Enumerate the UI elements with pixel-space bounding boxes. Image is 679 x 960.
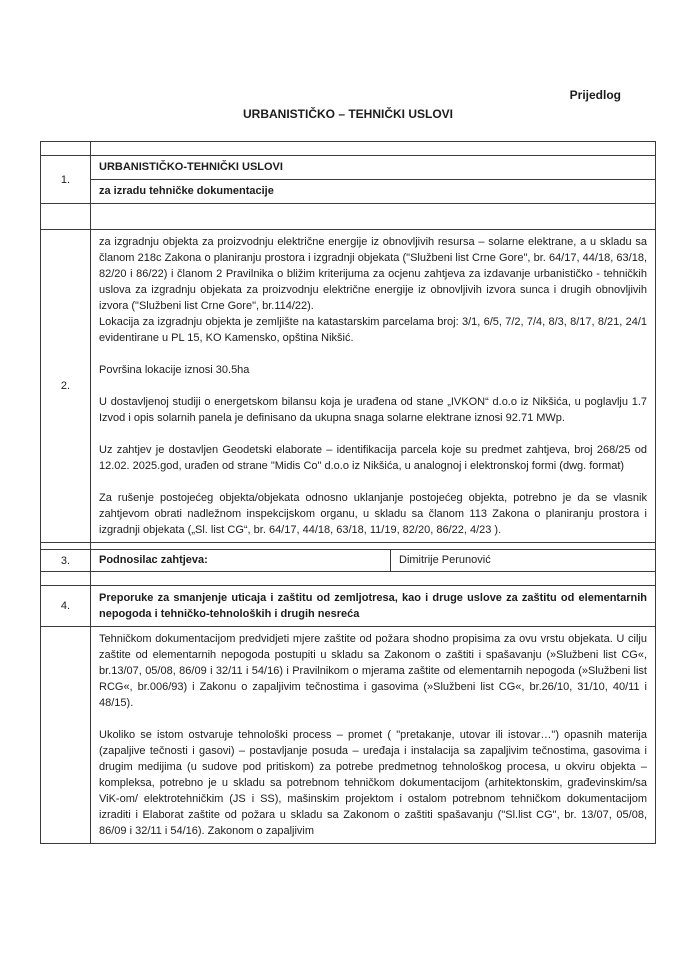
paragraph: U dostavljenoj studiji o energetskom bilansu koja je urađena od stane „IVKON“ d.o.o iz Nikšića, u poglavlju 1.7 Izvod i opis solarnih panela je definisano da ukupna snaga solarne elektrane iznosi 92.71 MWp. bbox=[99, 396, 647, 424]
paragraph: Uz zahtjev je dostavljen Geodetski elaborate – identifikacija parcela koje su predmet zahtjeva, broj 268/25 od 12.02. 2025.god, urađen od strane "Midis Co" d.o.o iz Nikšića, u analognoj i elektronskoj formi (dwg. format) bbox=[99, 444, 647, 472]
paragraph: Lokacija za izgradnju objekta je zemljište na katastarskim parcelama broj: 3/1, 6/5, 7/2, 7/4, 8/3, 8/17, 8/21, 24/1 evidentirane u PL 15, KO Kamensko, opština Nikšić. bbox=[99, 316, 647, 344]
paragraph bbox=[99, 346, 647, 362]
section-4-heading: Preporuke za smanjenje uticaja i zaštitu od zemljotresa, kao i druge uslove za zaštitu od elementarnih nepogoda i tehničko-tehnoloških i drugih nesreća bbox=[99, 592, 647, 620]
row-number-cell bbox=[41, 572, 91, 585]
spacer-row bbox=[41, 542, 655, 549]
section-3-number: 3. bbox=[41, 550, 91, 571]
section-2-number: 2. bbox=[41, 230, 91, 542]
paragraph: za izgradnju objekta za proizvodnju električne energije iz obnovljivih resursa – solarne elektrane, a u skladu sa članom 218c Zakona o planiranju prostora i izgradnji objekata ("Službeni list Crne Gore", br. 64/17, 44/18, 63/18, 82/20 i 86/22) i članom 2 Pravilnika o bližim kriterijuma za ocjenu zahtjeva za izdavanje urbanističko - tehničkih uslova za izgradnju objekata za proizvodnju električne energije iz obnovljivih izvora sunca i drugih obnovljivih izvora ("Službeni list Crne Gore", br.114/22). bbox=[99, 236, 647, 312]
section-1-heading-stack bbox=[91, 156, 655, 203]
section-1-row bbox=[41, 155, 655, 203]
paragraph bbox=[99, 711, 647, 727]
section-1-number: 1. bbox=[41, 156, 91, 203]
applicant-name: Dimitrije Perunović bbox=[399, 554, 491, 566]
paragraph bbox=[99, 378, 647, 394]
document-title: URBANISTIČKO – TEHNIČKI USLOVI bbox=[242, 107, 453, 121]
conditions-table bbox=[40, 141, 656, 844]
proposal-label: Prijedlog bbox=[569, 88, 621, 102]
paragraph: Za rušenje postojećeg objekta/objekata odnosno uklanjanje postojećeg objekta, potrebno je da se vlasnik zahtjevom obrati nadležnom inspekcijskom organu, u skladu sa članom 113 Zakona o planiranju prostora i izgradnji objekata („Sl. list CG“, br. 64/17, 44/18, 63/18, 11/19, 82/20, 86/22, 4/23 ). bbox=[99, 492, 647, 536]
section-2-body bbox=[91, 230, 655, 542]
section-1-heading-line1: URBANISTIČKO-TEHNIČKI USLOVI bbox=[99, 161, 283, 173]
spacer-row bbox=[41, 571, 655, 585]
paragraph: Tehničkom dokumentacijom predvidjeti mjere zaštite od požara shodno propisima za ovu vrstu objekata. U cilju zaštite od elementarnih nepogoda postupiti u skladu sa Zakonom o zaštiti i spašavanju (»Službeni list CG«, br.13/07, 05/08, 86/09 i 32/11 i 54/16) i Pravilnikom o mjerama zaštite od elementarnih nepogoda (»Službeni list RCG«, br.006/93) i Zakonu o zapaljivim tečnostima i gasovima (»Službeni list CG«, br.26/10, 31/10, 40/11 i 48/15). bbox=[99, 633, 647, 709]
row-number-cell bbox=[41, 543, 91, 549]
applicant-label: Podnosilac zahtjeva: bbox=[91, 550, 391, 571]
spacer-row bbox=[41, 203, 655, 229]
row-body-cell bbox=[91, 572, 655, 585]
paragraph: Površina lokacije iznosi 30.5ha bbox=[99, 364, 250, 376]
paragraph bbox=[99, 474, 647, 490]
row-body-cell bbox=[91, 204, 655, 229]
paragraph bbox=[99, 426, 647, 442]
spacer-row bbox=[41, 142, 655, 155]
row-body-cell bbox=[91, 142, 655, 155]
row-number-cell bbox=[41, 204, 91, 229]
section-4-body-row bbox=[41, 626, 655, 843]
section-1-heading-line2: za izradu tehničke dokumentacije bbox=[91, 179, 655, 203]
paragraph: Ukoliko se istom ostvaruje tehnološki process – promet ( "pretakanje, utovar ili istovar…") opasnih materija (zapaljive tečnosti i gasovi) – postavljanje posuda – uređaja i instalacija sa zapaljivim tečnostima, gasovima i drugim medijima (u sudove pod pritiskom) za potrebe predmetnog tehnološkog procesa, u okviru objekta – kompleksa, potrebno je u skladu sa potrebnom tehničkom dokumentacijom (arhitektonskim, građevinskim/sa ViK-om/ elektrotehničkim (JS i SS), mašinskim projektom i ostalom potrebnom tehničkom dokumentacijom izraditi i Elaborat zaštite od požara u skladu sa Zakonom o zaštiti spašavanju ("Sl.list CG", br. 13/07, 05/08, 86/09 i 32/11 i 54/16). Zakonom o zapaljivim bbox=[99, 729, 647, 837]
section-4-number: 4. bbox=[41, 586, 91, 626]
section-2-row bbox=[41, 229, 655, 542]
row-number-cell bbox=[41, 627, 91, 843]
row-number-cell bbox=[41, 142, 91, 155]
section-3-row bbox=[41, 549, 655, 571]
section-4-body bbox=[91, 627, 655, 843]
section-4-heading-row bbox=[41, 585, 655, 626]
